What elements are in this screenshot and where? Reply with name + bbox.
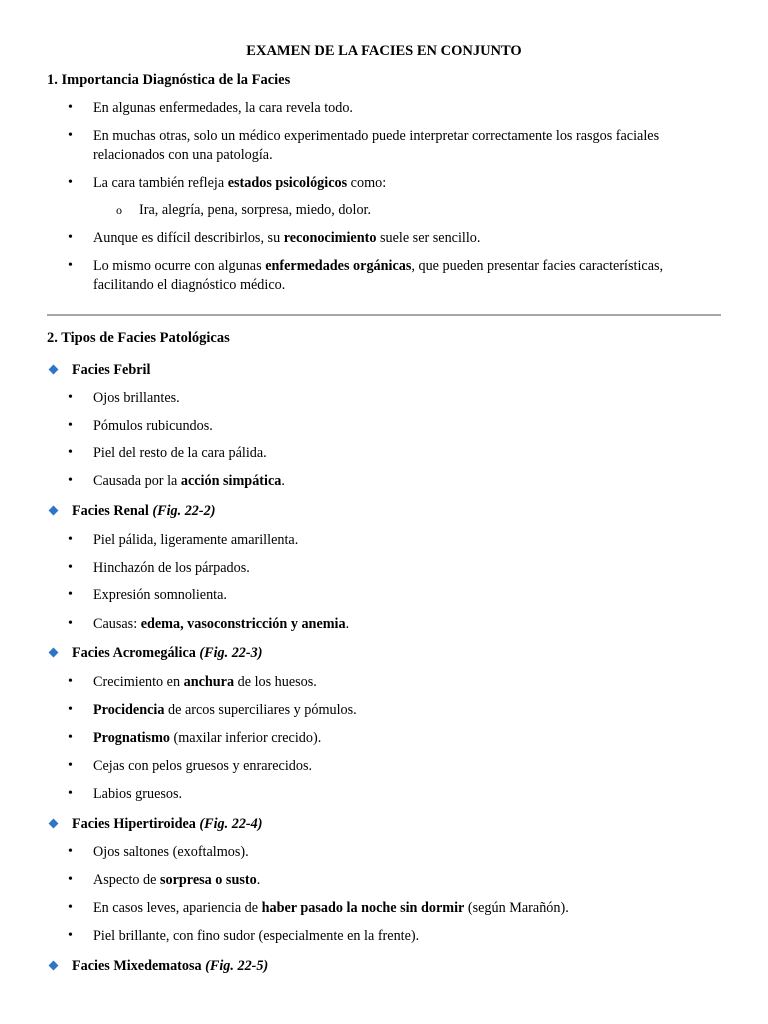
subheading-facies-acromegalica: Facies Acromegálica (Fig. 22-3) bbox=[72, 644, 262, 662]
subheading-facies-mixedematosa: Facies Mixedematosa (Fig. 22-5) bbox=[72, 957, 268, 975]
list-item: • La cara también refleja estados psicológicos como: bbox=[68, 175, 387, 191]
bullet-icon: • bbox=[68, 445, 73, 460]
list-item: • Prognatismo (maxilar inferior crecido). bbox=[68, 730, 322, 746]
bullet-icon: • bbox=[68, 928, 73, 943]
horizontal-divider bbox=[47, 314, 721, 316]
bullet-icon: • bbox=[68, 560, 73, 575]
list-item: • Aspecto de sorpresa o susto. bbox=[68, 872, 261, 888]
list-item: • Piel del resto de la cara pálida. bbox=[68, 445, 267, 461]
list-item: • Ojos saltones (exoftalmos). bbox=[68, 844, 249, 860]
list-item: • Procidencia de arcos superciliares y pómulos. bbox=[68, 702, 357, 718]
list-item: • Piel brillante, con fino sudor (especialmente en la frente). bbox=[68, 928, 420, 944]
list-item: • En casos leves, apariencia de haber pasado la noche sin dormir (según Marañón). bbox=[68, 900, 569, 916]
section-1-heading: 1. Importancia Diagnóstica de la Facies bbox=[47, 72, 291, 88]
list-item: • Expresión somnolienta. bbox=[68, 587, 227, 603]
list-item: • En algunas enfermedades, la cara revela todo. bbox=[68, 100, 353, 116]
list-item: • Ojos brillantes. bbox=[68, 390, 180, 406]
list-item: • Cejas con pelos gruesos y enrarecidos. bbox=[68, 758, 313, 774]
subheading-facies-febril: Facies Febril bbox=[72, 361, 150, 379]
document-title: EXAMEN DE LA FACIES EN CONJUNTO bbox=[246, 43, 522, 59]
bullet-icon: • bbox=[68, 844, 73, 859]
bullet-icon: • bbox=[68, 418, 73, 433]
diamond-bullet-icon bbox=[49, 506, 59, 516]
bullet-icon: • bbox=[68, 128, 73, 143]
bullet-icon: • bbox=[68, 674, 73, 689]
list-item: • Causada por la acción simpática. bbox=[68, 473, 285, 489]
bullet-icon: • bbox=[68, 532, 73, 547]
list-item: • Aunque es difícil describirlos, su reconocimiento suele ser sencillo. bbox=[68, 230, 481, 246]
section-2-heading: 2. Tipos de Facies Patológicas bbox=[47, 330, 230, 346]
bullet-icon: • bbox=[68, 730, 73, 745]
bullet-icon: • bbox=[68, 900, 73, 915]
bullet-icon: • bbox=[68, 230, 73, 245]
list-item: • Pómulos rubicundos. bbox=[68, 418, 213, 434]
bullet-icon: • bbox=[68, 786, 73, 801]
subheading-facies-hipertiroidea: Facies Hipertiroidea (Fig. 22-4) bbox=[72, 815, 262, 833]
bullet-icon: • bbox=[68, 390, 73, 405]
bullet-icon: • bbox=[68, 758, 73, 773]
bullet-icon: • bbox=[68, 616, 73, 631]
subheading-facies-renal: Facies Renal (Fig. 22-2) bbox=[72, 502, 215, 520]
diamond-bullet-icon bbox=[49, 648, 59, 658]
diamond-bullet-icon bbox=[49, 819, 59, 829]
diamond-bullet-icon bbox=[49, 961, 59, 971]
list-item: • Labios gruesos. bbox=[68, 786, 183, 802]
diamond-bullet-icon bbox=[49, 365, 59, 375]
list-item: • Piel pálida, ligeramente amarillenta. bbox=[68, 532, 299, 548]
list-item: • Crecimiento en anchura de los huesos. bbox=[68, 674, 317, 690]
bullet-icon: • bbox=[68, 258, 73, 273]
circle-bullet-icon: o bbox=[116, 203, 122, 217]
bullet-icon: • bbox=[68, 702, 73, 717]
list-item: • Hinchazón de los párpados. bbox=[68, 560, 250, 576]
bullet-icon: • bbox=[68, 175, 73, 190]
bullet-icon: • bbox=[68, 587, 73, 602]
list-item: • En muchas otras, solo un médico experimentado puede interpretar correctamente los rasgos faciales relacionados con una patología. bbox=[68, 128, 660, 163]
bullet-icon: • bbox=[68, 872, 73, 887]
sub-list-item: o Ira, alegría, pena, sorpresa, miedo, dolor. bbox=[116, 202, 372, 218]
list-item: • Lo mismo ocurre con algunas enfermedades orgánicas, que pueden presentar facies características, facilitando el diagnóstico médico. bbox=[68, 258, 664, 293]
bullet-icon: • bbox=[68, 473, 73, 488]
list-item: • Causas: edema, vasoconstricción y anemia. bbox=[68, 616, 350, 632]
bullet-icon: • bbox=[68, 100, 73, 115]
